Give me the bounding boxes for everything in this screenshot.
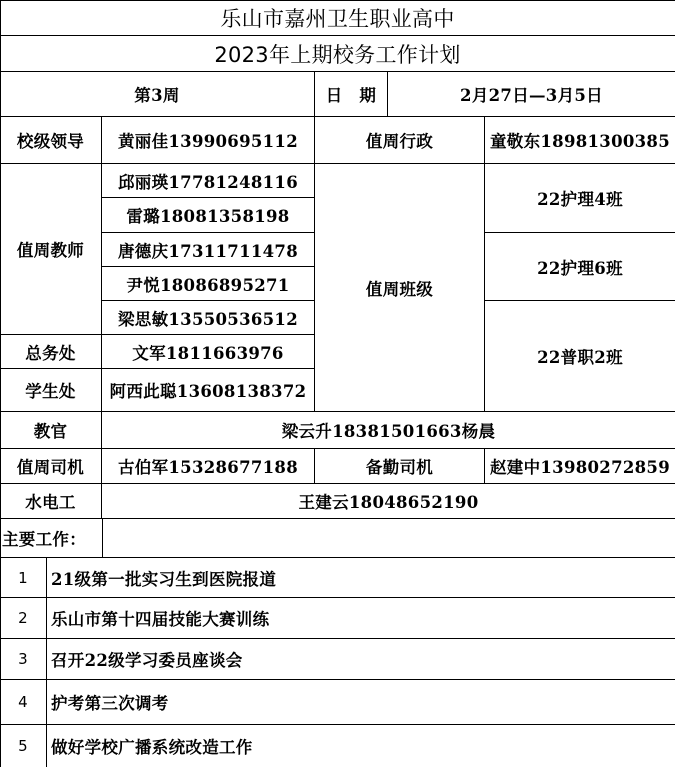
duty-class-item: 22普职2班 bbox=[485, 301, 675, 412]
main-work-spacer bbox=[102, 519, 675, 558]
duty-teacher-item: 尹悦18086895271 bbox=[102, 267, 315, 301]
task-text: 做好学校广播系统改造工作 bbox=[51, 738, 253, 757]
date-label: 日 期 bbox=[315, 72, 388, 117]
duty-class-item: 22护理4班 bbox=[485, 164, 675, 233]
duty-class-item: 22护理6班 bbox=[485, 233, 675, 301]
standby-driver-value: 赵建中13980272859 bbox=[485, 449, 675, 484]
duty-teachers-label: 值周教师 bbox=[0, 164, 102, 335]
page-title: 乐山市嘉州卫生职业高中 bbox=[0, 0, 675, 36]
instructor-label: 教官 bbox=[0, 412, 102, 449]
duty-driver-value: 古伯军15328677188 bbox=[102, 449, 315, 484]
main-work-label: 主要工作： bbox=[0, 519, 102, 558]
general-affairs-value: 文军1811663976 bbox=[102, 335, 315, 369]
plan-subtitle: 2023年上期校务工作计划 bbox=[0, 36, 675, 72]
student-affairs-value: 阿西此聪13608138372 bbox=[102, 369, 315, 412]
task-text: 召开22级学习委员座谈会 bbox=[47, 639, 675, 680]
instructor-value: 梁云升18381501663杨晨 bbox=[102, 412, 675, 449]
duty-admin-label: 值周行政 bbox=[315, 117, 485, 164]
duty-teacher-item: 邱丽瑛17781248116 bbox=[102, 164, 315, 198]
school-leader-label: 校级领导 bbox=[0, 117, 102, 164]
duty-driver-label: 值周司机 bbox=[0, 449, 102, 484]
task-number: 2 bbox=[0, 598, 47, 639]
week-label: 第3周 bbox=[0, 72, 315, 117]
duty-teacher-item: 梁思敏13550536512 bbox=[102, 301, 315, 335]
duty-classes-label: 值周班级 bbox=[315, 164, 485, 412]
task-number: 4 bbox=[0, 680, 47, 725]
general-affairs-label: 总务处 bbox=[0, 335, 102, 369]
task-text: 护考第三次调考 bbox=[47, 680, 675, 725]
student-affairs-label: 学生处 bbox=[0, 369, 102, 412]
date-value: 2月27日—3月5日 bbox=[388, 72, 675, 117]
utilities-value: 王建云18048652190 bbox=[102, 484, 675, 519]
duty-teacher-item: 雷璐18081358198 bbox=[102, 198, 315, 233]
task-text: 21级第一批实习生到医院报道 bbox=[47, 558, 675, 598]
duty-teacher-item: 唐德庆17311711478 bbox=[102, 233, 315, 267]
task-number: 3 bbox=[0, 639, 47, 680]
standby-driver-label: 备勤司机 bbox=[315, 449, 485, 484]
utilities-label: 水电工 bbox=[0, 484, 102, 519]
school-leader-value: 黄丽佳13990695112 bbox=[102, 117, 315, 164]
task-number: 5 bbox=[0, 725, 47, 767]
task-number: 1 bbox=[0, 558, 47, 598]
duty-admin-value: 童敬东18981300385 bbox=[485, 117, 675, 164]
task-text: 乐山市第十四届技能大赛训练 bbox=[47, 598, 675, 639]
